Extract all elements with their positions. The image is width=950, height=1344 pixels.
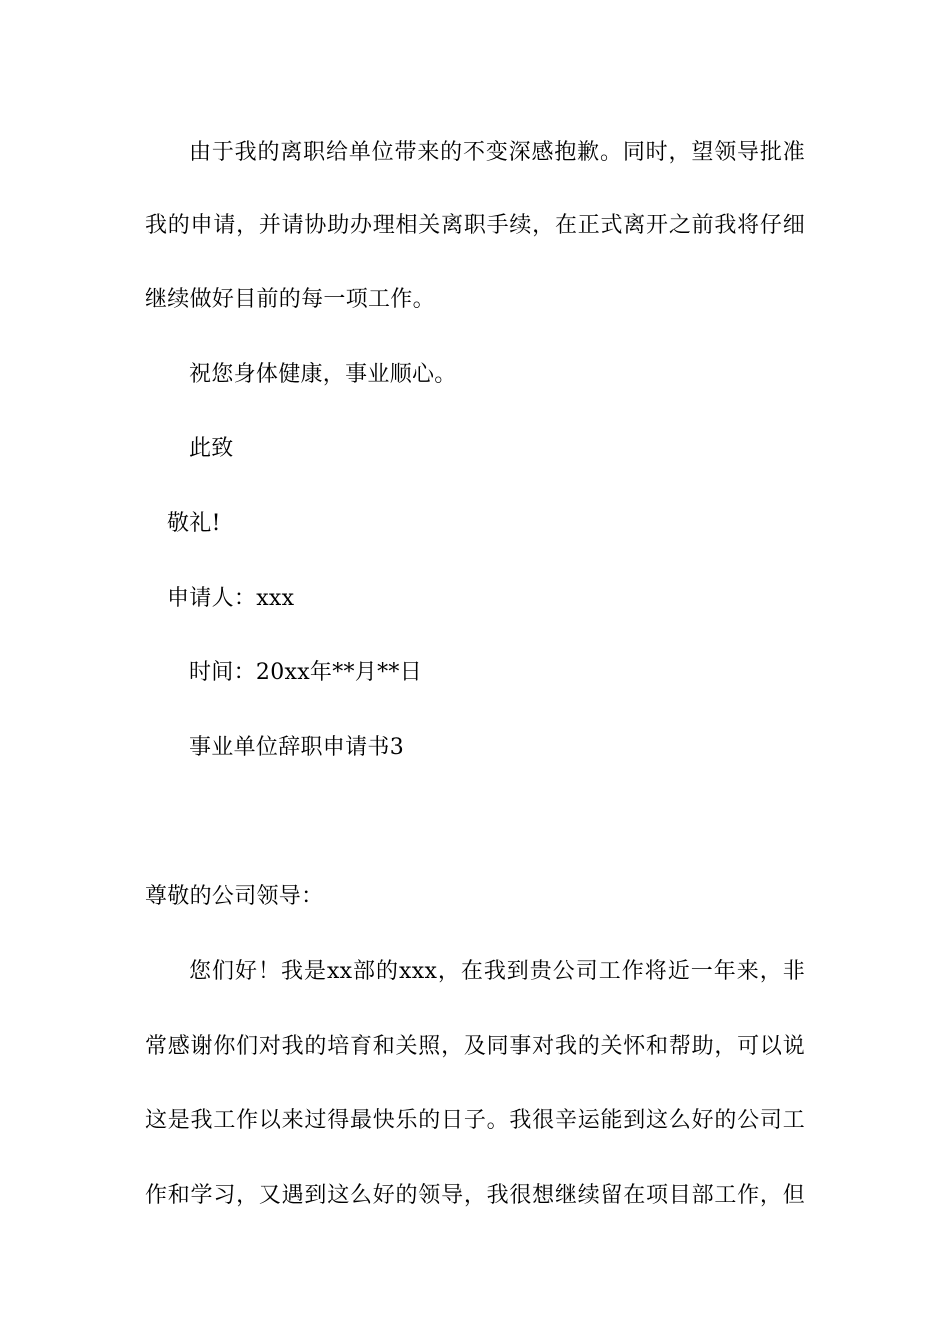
paragraph-line: 您们好！我是xx部的xxx，在我到贵公司工作将近一年来，非	[189, 959, 805, 984]
salutation-regards: 敬礼!	[167, 511, 221, 536]
closing-wish: 祝您身体健康，事业顺心。	[189, 362, 457, 387]
paragraph-line: 常感谢你们对我的培育和关照，及同事对我的关怀和帮助，可以说	[145, 1034, 805, 1059]
paragraph-line: 由于我的离职给单位带来的不变深感抱歉。同时，望领导批准	[189, 140, 805, 165]
paragraph-line: 这是我工作以来过得最快乐的日子。我很辛运能到这么好的公司工	[145, 1108, 805, 1133]
date-line: 时间：20xx年**月**日	[189, 660, 423, 685]
applicant-line: 申请人：xxx	[167, 586, 295, 611]
paragraph-line: 我的申请，并请协助办理相关离职手续，在正式离开之前我将仔细	[145, 213, 805, 238]
section-title: 事业单位辞职申请书3	[189, 735, 404, 760]
paragraph-line: 作和学习，又遇到这么好的领导，我很想继续留在项目部工作，但	[145, 1183, 805, 1208]
paragraph-line: 继续做好目前的每一项工作。	[145, 287, 435, 312]
greeting-line: 尊敬的公司领导：	[145, 884, 324, 909]
salutation-closing: 此致	[189, 436, 234, 461]
